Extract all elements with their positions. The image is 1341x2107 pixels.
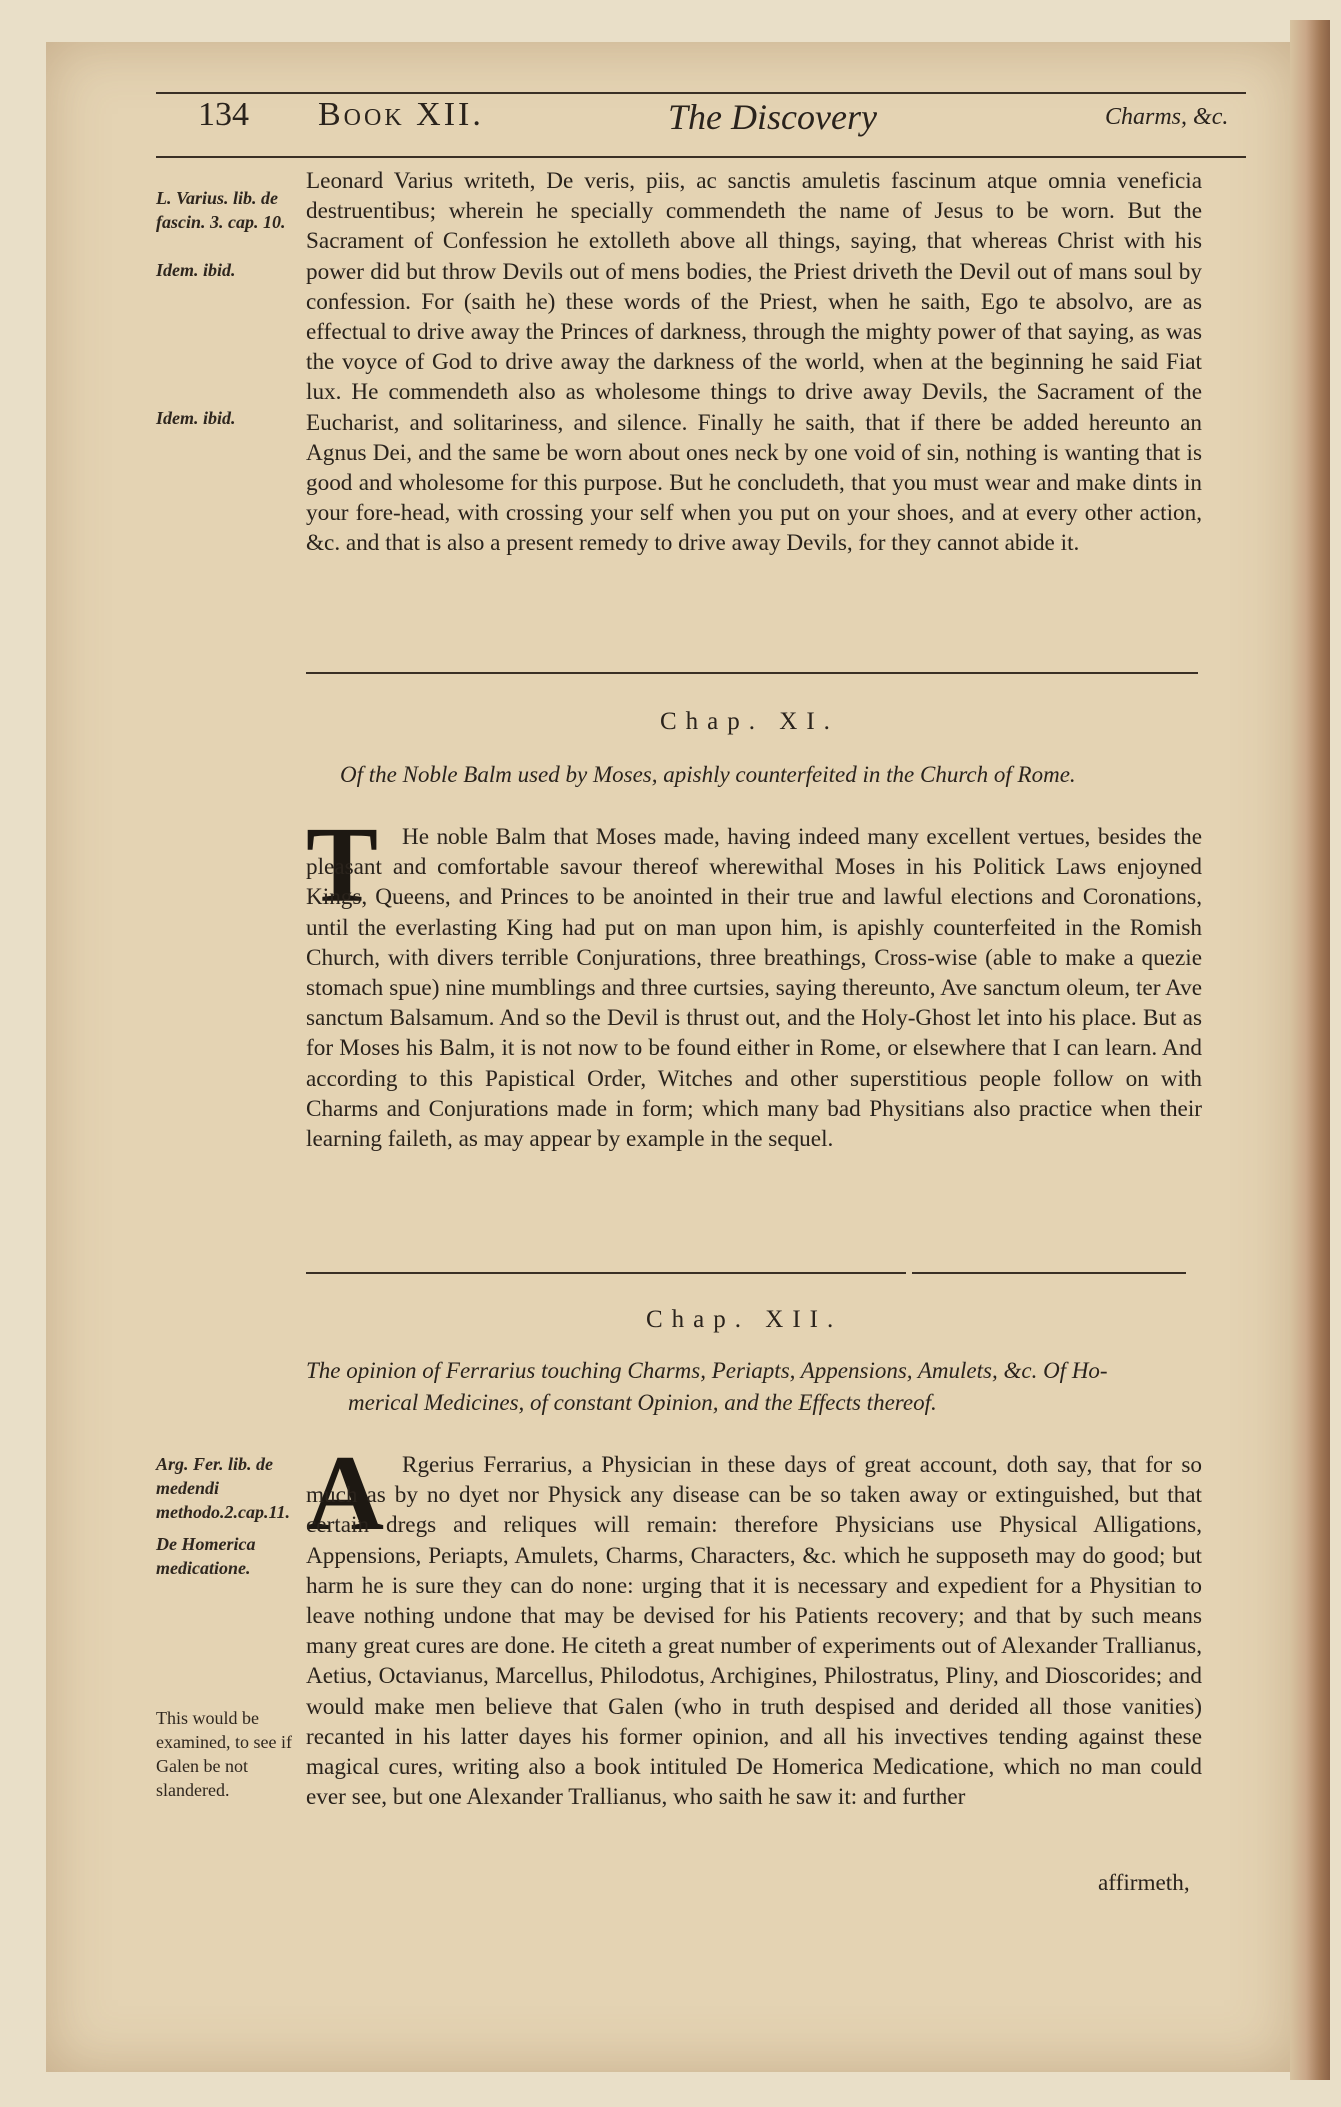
sidenote-homerica: De Homerica medicatione. — [156, 1534, 256, 1578]
chapter-divider — [306, 672, 896, 674]
sidenote-idem-1: Idem. ibid. — [156, 260, 236, 280]
dropcap-a: A — [306, 1434, 384, 1553]
chapter-11-title: Of the Noble Balm used by Moses, apishly counterfeited in the Church of Rome. — [340, 762, 1076, 787]
header-bottom-rule — [156, 156, 1246, 158]
running-head-right: Charms, &c. — [1105, 104, 1229, 130]
chapter-12-text: Rgerius Ferrarius, a Physician in these days of great account, doth say, that for so much as by no dyet nor Physick any disease can be so taken away or extinguished, but that certain dregs and reliques will remain: therefore Physicians use Physical Alligations, Appensions, Periapts, Amulets, Charms, Characters, &c. which he supposeth may do good; but harm he is sure they can do none: urging that it is necessary and expedient for a Physitian to leave nothing undone that may be devised for his Patients recovery; and that by such means many great cures are done. He citeth a great number of experiments out of Alexander Trallianus, Aetius, Octavianus, Marcellus, Philodotus, Archigines, Philostratus, Pliny, and Dioscorides; and would make men believe that Galen (who in truth despised and derided all those vanities) recanted in his latter dayes his former opinion, and all his invectives tending against these magical cures, writing also a book intituled De Homerica Medicatione, which no man could ever see, but one Alexander Trallianus, who saith he saw it: and further — [306, 1452, 1202, 1811]
sidenote-varius: L. Varius. lib. de fascin. 3. cap. 10. — [156, 188, 286, 232]
catchword: affirmeth, — [1098, 1870, 1190, 1896]
chapter-12-heading: Chap. XII. — [646, 1306, 843, 1333]
running-title: The Discovery — [668, 97, 877, 137]
chapter-12-title-2: merical Medicines, of constant Opinion, and the Effects thereof. — [348, 1390, 937, 1415]
sidenote-idem-2: Idem. ibid. — [156, 408, 236, 428]
book-label: Book XII. — [318, 96, 484, 133]
chapter-12-title-1: The opinion of Ferrarius touching Charms, Periapts, Appensions, Amulets, &c. Of Ho- — [306, 1358, 1108, 1383]
dropcap-t: T — [306, 806, 379, 925]
varius-paragraph: Leonard Varius writeth, De veris, piis, ac sanctis amuletis fascinum atque omnia veneficia destruentibus; wherein he specially commendeth the name of Jesus to be worn. But the Sacrament of Confession he extolleth above all things, saying, that whereas Christ with his power did but throw Devils out of mens bodies, the Priest driveth the Devil out of mans soul by confession. For (saith he) these words of the Priest, when he saith, Ego te absolvo, are as effectual to drive away the Princes of darkness, through the mighty power of that saying, as was the voyce of God to drive away the darkness of the world, when at the beginning he said Fiat lux. He commendeth also as wholesome things to drive away Devils, the Sacrament of the Eucharist, and solitariness, and silence. Finally he saith, that if there be added hereunto an Agnus Dei, and the same be worn about ones neck by one void of sin, nothing is wanting that is good and wholesome for this purpose. But he concludeth, that you must wear and make dints in your fore-head, with crossing your self when you put on your shoes, and at every other action, &c. and that is also a present remedy to drive away Devils, for they cannot abide it. — [306, 168, 1202, 557]
header-top-rule — [156, 92, 1246, 94]
chapter-11-text: He noble Balm that Moses made, having indeed many excellent vertues, besides the pleasant and comfortable savour thereof wherewithal Moses in his Politick Laws enjoyned Kings, Queens, and Princes to be anointed in their true and lawful elections and Coronations, until the everlasting King had put on man upon him, is apishly counterfeited in the Romish Church, with divers terrible Conjurations, three breathings, Cross-wise (able to make a quezie stomach spue) nine mumblings and three curtsies, saying thereunto, Ave sanctum oleum, ter Ave sanctum Balsamum. And so the Devil is thrust out, and the Holy-Ghost let into his place. But as for Moses his Balm, it is not now to be found either in Rome, or elsewhere that I can learn. And according to this Papistical Order, Witches and other superstitious people follow on with Charms and Conjurations made in form; which many bad Physitians also practice when their learning faileth, as may appear by example in the sequel. — [306, 824, 1202, 1153]
page-edge — [1290, 20, 1330, 2080]
chapter-divider-right — [892, 672, 1198, 674]
sidenote-ferrarius: Arg. Fer. lib. de medendi methodo.2.cap.11. — [156, 1454, 290, 1522]
page-number: 134 — [198, 96, 249, 133]
chapter-11-heading: Chap. XI. — [660, 708, 839, 735]
chapter-divider-2-right — [912, 1272, 1186, 1274]
chapter-divider-2 — [306, 1272, 906, 1274]
sidenote-galen: This would be examined, to see if Galen be not slandered. — [156, 1708, 292, 1800]
